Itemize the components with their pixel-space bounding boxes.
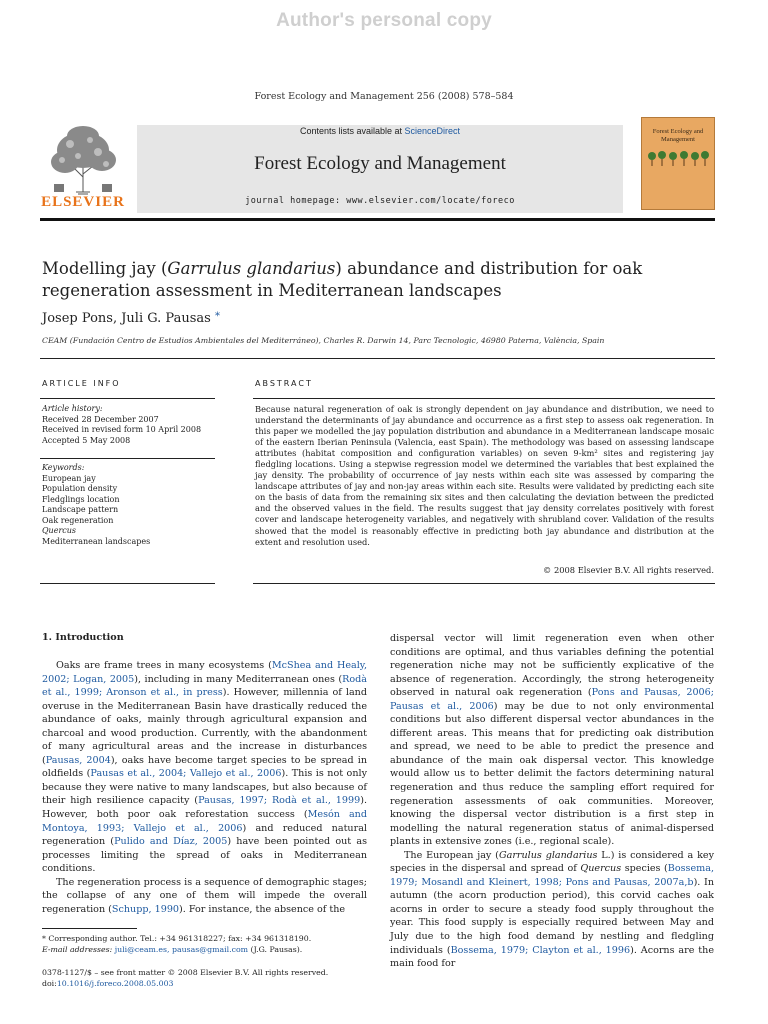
journal-title: Forest Ecology and Management xyxy=(254,153,506,174)
email-line xyxy=(42,945,372,956)
issn-line: 0378-1127/$ – see front matter © 2008 Elsevier B.V. All rights reserved. xyxy=(42,968,329,977)
citation-link[interactable]: Pausas, 1997; Rodà et al., 1999 xyxy=(198,795,361,807)
publication-info xyxy=(42,967,372,989)
contents-line xyxy=(137,126,623,136)
watermark: Author's personal copy xyxy=(276,10,492,31)
text-run: ). This is not only because they were native to many landscapes, but also because of their high resilience capacity ( xyxy=(42,768,367,807)
abstract-text: Because natural regeneration of oak is strongly dependent on jay abundance and distribution, we need to understand the determinants of jay abundance and occurrence as a first step to assess oak regeneration. In this paper we modelled the jay population distribution and abundance in a Mediterranean landscape mosaic of the eastern Iberian Peninsula (Valencia, east Spain). The methodology was based on assessing landscape attributes (habitat composition and configuration variables) on seven 9-km² sites and registering jay fledgling locations. Using a stepwise regression model we determined the variables that best explained the jay density. The probability of occurrence of jay nests within each site was assessed by comparing the landscape attributes of jay and non-jay areas within each site. Results were validated by predicting each site on the basis of data from the remaining six sites and then calculating the deviation between the predicted and the observed values in the field. The results suggest that jay density correlates positively with forest cover and landscape heterogeneity variables, and negatively with shrubland cover. Validation of the results showed that the model is reasonably effective in predicting both jay abundance and distribution at the extent and resolution used. xyxy=(255,404,714,547)
italic-text: Garrulus glandarius xyxy=(498,849,598,861)
keywords-label: Keywords: xyxy=(42,463,85,472)
text-run: L.) is considered a key species in the dispersal and spread of xyxy=(390,849,715,875)
keyword: Oak regeneration xyxy=(42,515,114,525)
authors xyxy=(42,311,220,326)
author-names: Josep Pons, Juli G. Pausas xyxy=(42,311,211,326)
history-received: Received 28 December 2007 xyxy=(42,414,159,424)
citation-link[interactable]: McShea and Healy, 2002; Logan, 2005 xyxy=(42,660,367,685)
text-run: dispersal vector will limit regeneration even when other conditions are optimal, and thus variables defining the potential regeneration niche may not be sufficiently explicative of the absence of regeneration. Accordingly, the strong heterogeneity observed in natural oak regeneration ( xyxy=(390,633,714,699)
footnote-rule xyxy=(42,928,137,929)
body-column-left xyxy=(42,659,367,916)
cover-title: Forest Ecology and Management xyxy=(652,128,704,143)
corresponding-author-mark[interactable]: * xyxy=(214,311,220,322)
body-column-right xyxy=(390,632,714,971)
divider xyxy=(253,398,715,399)
text-run: ), including in many Mediterranean ones ( xyxy=(134,673,343,685)
doi-link[interactable]: 10.1016/j.foreco.2008.05.003 xyxy=(56,979,174,988)
paragraph xyxy=(42,659,367,876)
text-run: ) have been pointed out as processes limiting the spread of oaks in Mediterranean conditions. xyxy=(42,836,367,875)
history-revised: Received in revised form 10 April 2008 xyxy=(42,425,202,434)
divider xyxy=(40,458,215,459)
citation-link[interactable]: Bossema, 1979; Clayton et al., 1996 xyxy=(450,944,631,956)
elsevier-logo-text: ELSEVIER xyxy=(41,194,125,210)
paragraph xyxy=(42,876,367,917)
italic-text: Quercus xyxy=(580,863,622,875)
paragraph xyxy=(390,849,714,971)
footnote xyxy=(42,934,372,955)
citation-link[interactable]: Pons and Pausas, 2006; Pausas et al., 2006 xyxy=(390,687,714,712)
paragraph xyxy=(390,632,714,849)
history-accepted: Accepted 5 May 2008 xyxy=(42,435,131,445)
text-run: ). In autumn (the acorn production period), this corvid caches oak acorns in order to secure a steady food supply throughout the year. This food supply is especially required between May and July due to the high food demand by nestling and fledgling individuals ( xyxy=(390,876,714,956)
journal-homepage[interactable]: journal homepage: www.elsevier.com/locate/foreco xyxy=(245,196,515,206)
text-run: ) may be due to not only environmental conditions but also different dispersal vector abundances in the different areas. This means that for predicting oak distribution and spread, we need to be able to predict the presence and abundance of the main oak dispersal vector. This knowledge would allow us to better delimit the factors determining natural regeneration and thus reduce the sampling effort required for regeneration assessments of oak communities. Moreover, knowing the dispersal vector distribution is a first step in modelling the natural regeneration status of animal-dispersed plants in extensive zones (i.e., regional scale). xyxy=(390,700,714,848)
citation-link[interactable]: Bossema, 1979; Mosandl and Kleinert, 1998; Pons and Pausas, 2007a,b xyxy=(390,863,714,888)
keyword: European jay xyxy=(42,473,96,483)
affiliation: CEAM (Fundación Centro de Estudios Ambientales del Mediterráneo), Charles R. Darwin 14, Parc Tecnologic, 46980 Paterna, València, Spain xyxy=(42,336,605,345)
sciencedirect-link[interactable]: ScienceDirect xyxy=(404,126,461,136)
divider xyxy=(40,583,215,584)
title-part-2: ) abundance and distribution for oak regeneration assessment in Mediterranean landscapes xyxy=(42,259,643,300)
citation-link[interactable]: Schupp, 1990 xyxy=(111,903,180,915)
divider xyxy=(253,583,715,584)
header-rule xyxy=(40,218,715,221)
text-run: ) and reduced natural regeneration ( xyxy=(42,822,367,848)
corresponding-author-note: * Corresponding author. Tel.: +34 961318227; fax: +34 961318190. xyxy=(42,934,312,943)
text-run: ). For instance, the absence of the xyxy=(179,903,346,915)
text-run: ), oaks have become target species to be spread in oldfields ( xyxy=(42,754,367,780)
citation-link[interactable]: Rodà et al., 1999; Aronson et al., in press xyxy=(42,673,367,699)
doi-label: doi: xyxy=(42,979,57,988)
article-info-heading: ARTICLE INFO xyxy=(42,379,121,388)
title-species: Garrulus glandarius xyxy=(167,259,336,278)
keyword: Population density xyxy=(42,484,118,493)
keyword: Landscape pattern xyxy=(42,505,119,514)
text-run: The European jay ( xyxy=(404,849,499,861)
citation-link[interactable]: Pausas, 2004 xyxy=(45,754,111,766)
section-heading-introduction: 1. Introduction xyxy=(42,632,124,643)
article-title xyxy=(42,258,722,302)
text-run: species ( xyxy=(621,863,668,875)
citation-link[interactable]: Mesón and Montoya, 1993; Vallejo et al., 2006 xyxy=(42,809,367,834)
cover-trees-icon xyxy=(646,148,710,168)
text-run: ). Acorns are the main food for xyxy=(390,944,714,970)
text-run: ). However, both poor oak reforestation success ( xyxy=(42,795,367,821)
keyword: Quercus xyxy=(42,526,77,535)
divider xyxy=(40,358,715,359)
contents-prefix: Contents lists available at xyxy=(299,126,405,136)
history-label: Article history: xyxy=(42,404,103,413)
keyword: Mediterranean landscapes xyxy=(42,536,151,546)
abstract-heading: ABSTRACT xyxy=(255,379,313,388)
journal-citation: Forest Ecology and Management 256 (2008) 578–584 xyxy=(254,91,514,102)
text-run: ). However, millennia of land overuse in the Mediterranean Basin have drastically reduced the abundance of oaks, mainly through agricultural expansion and charcoal and wood production. Currently, with the abandonment of many agricultural areas and the increase in disturbances ( xyxy=(42,687,367,766)
text-run: Oaks are frame trees in many ecosystems ( xyxy=(56,660,272,671)
copyright: © 2008 Elsevier B.V. All rights reserved. xyxy=(543,565,714,575)
title-part-1: Modelling jay ( xyxy=(42,259,168,278)
email-suffix: (J.G. Pausas). xyxy=(248,944,303,954)
divider xyxy=(40,398,215,399)
citation-link[interactable]: Pulido and Díaz, 2005 xyxy=(114,836,228,848)
keywords xyxy=(42,463,212,547)
citation-link[interactable]: Pausas et al., 2004; Vallejo et al., 2006 xyxy=(90,768,282,780)
keyword: Fledglings location xyxy=(42,494,120,504)
doi-line xyxy=(42,978,372,989)
email-label: E-mail addresses: xyxy=(42,944,115,954)
text-run: The regeneration process is a sequence of demographic stages; the collapse of any one of them will impede the overall regeneration ( xyxy=(42,876,367,915)
article-history xyxy=(42,404,212,446)
email-links[interactable]: juli@ceam.es, pausas@gmail.com xyxy=(114,944,249,954)
